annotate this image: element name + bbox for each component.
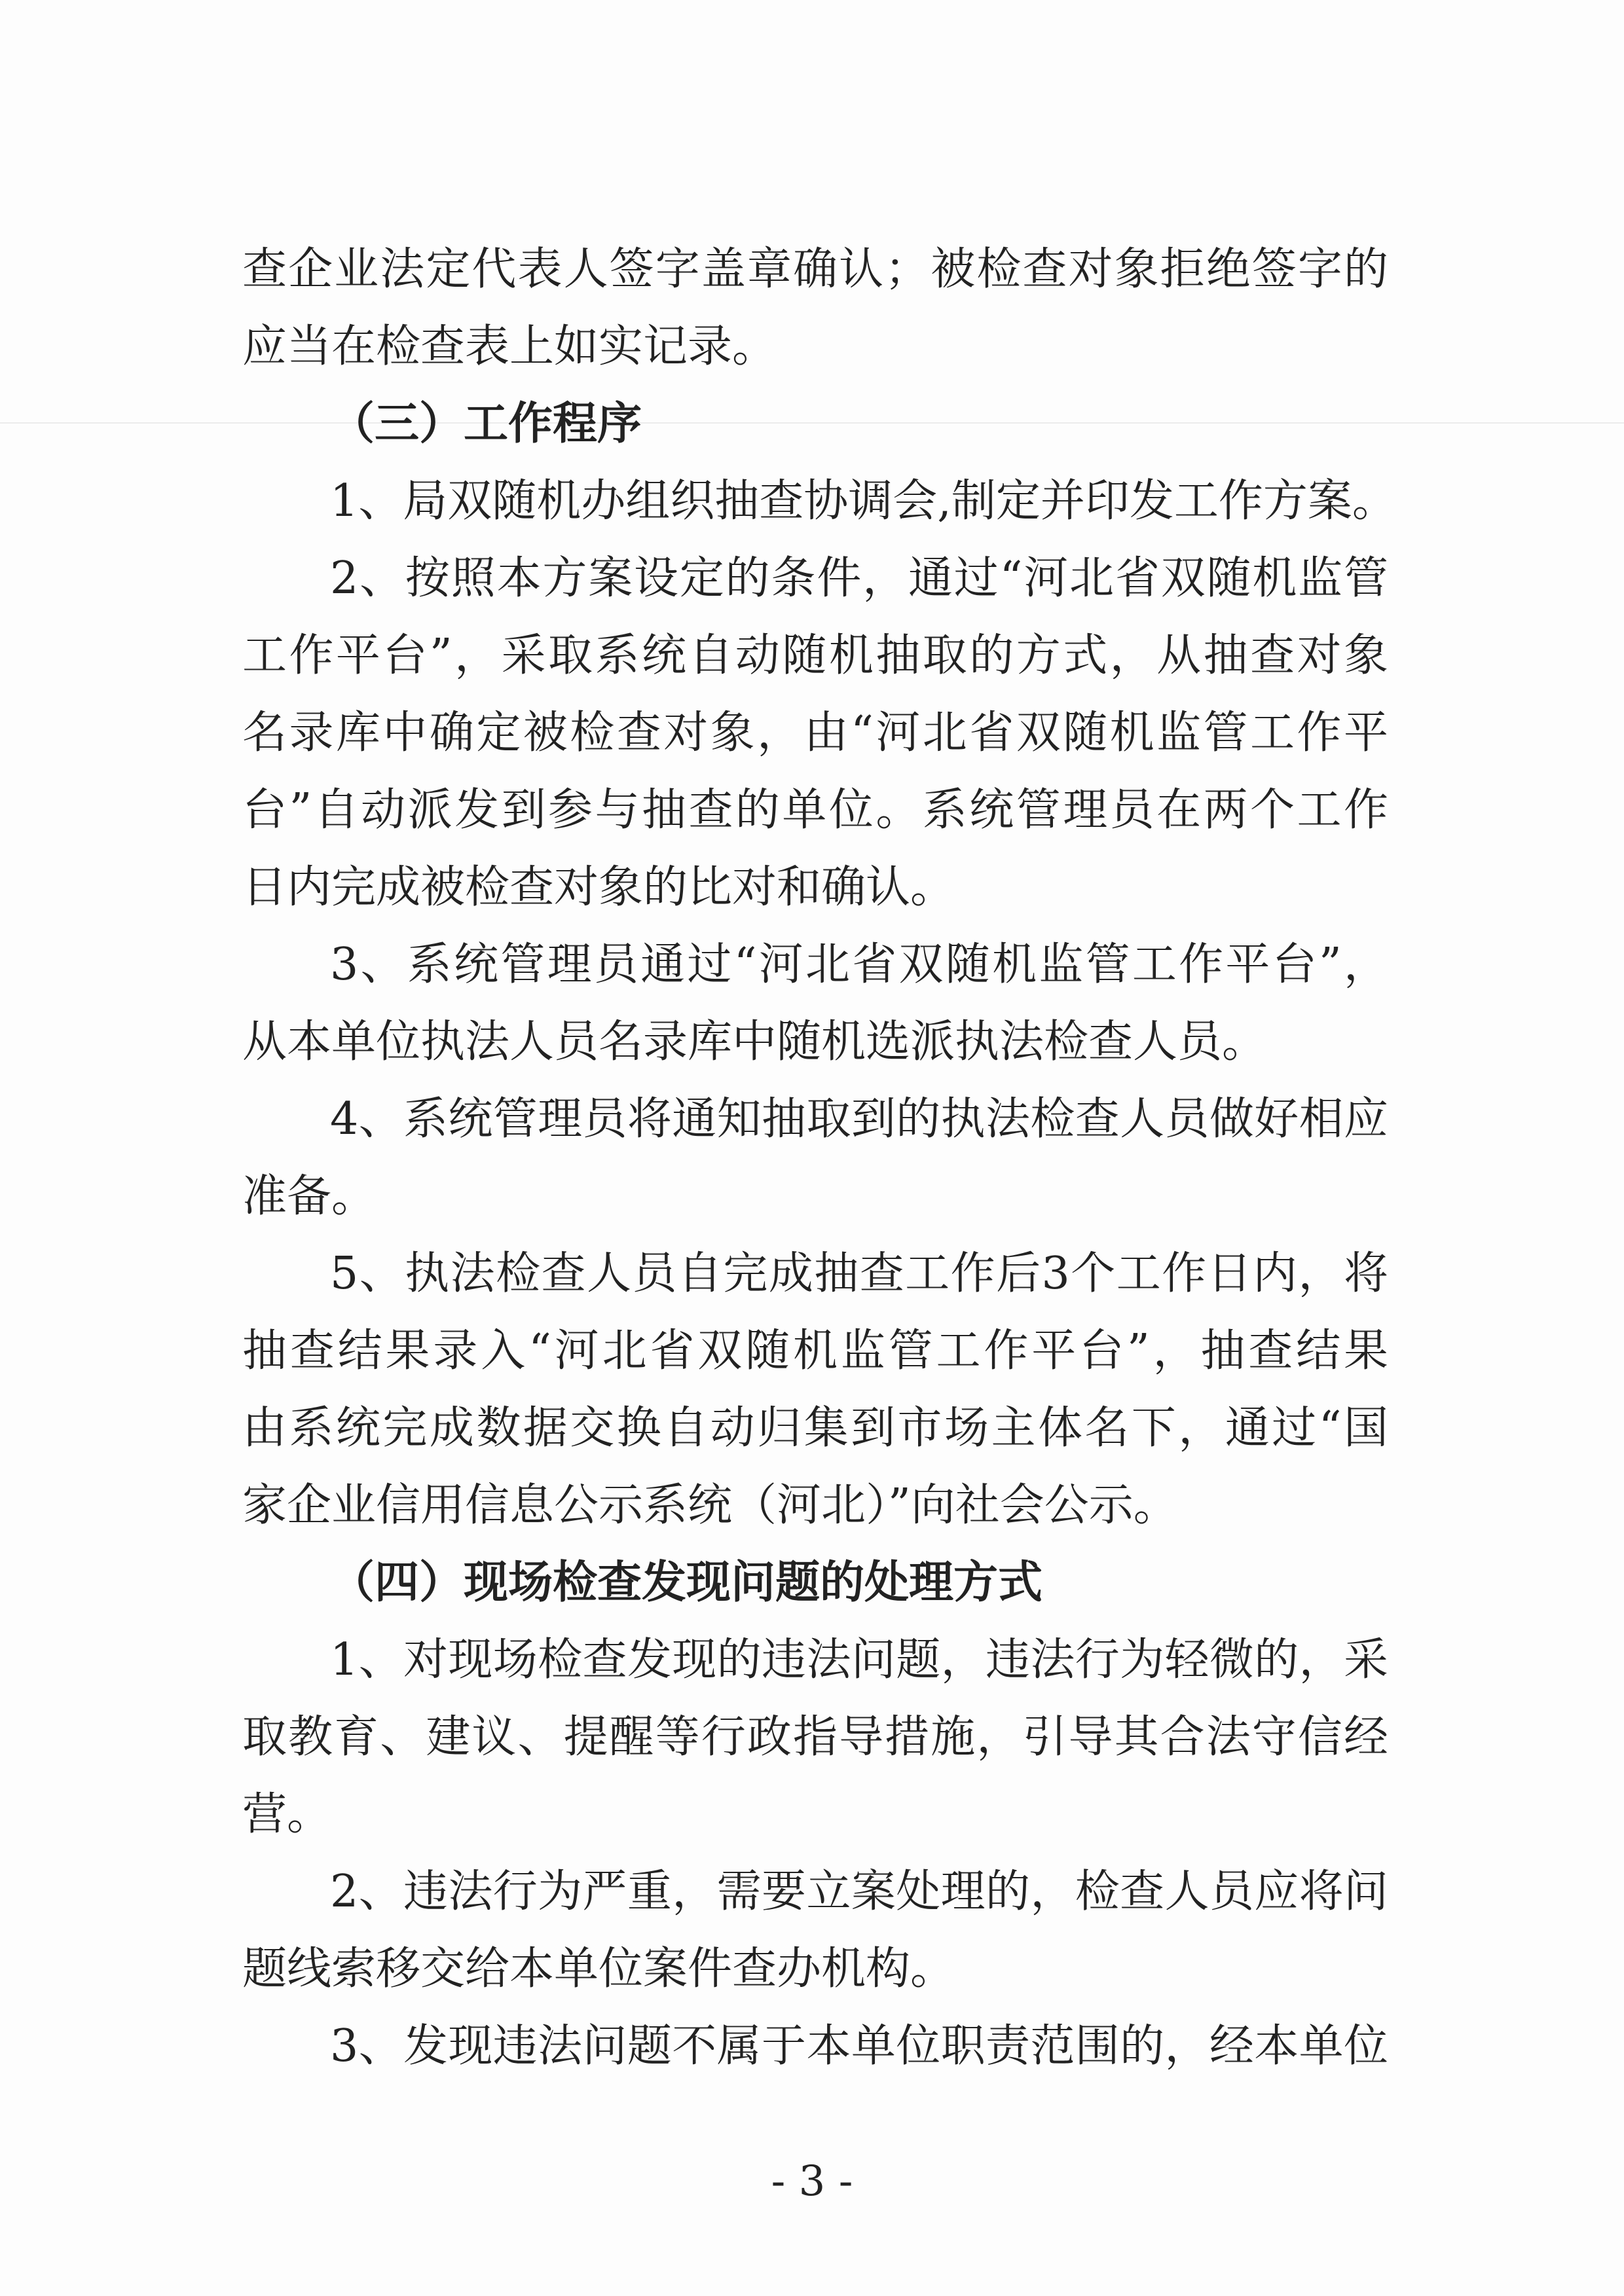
paragraph-line: 工作平台”，采取系统自动随机抽取的方式，从抽查对象 (242, 630, 1388, 682)
paragraph-line: 应当在检查表上如实记录。 (242, 321, 777, 373)
paragraph-line: 从本单位执法人员名录库中随机选派执法检查人员。 (242, 1016, 1267, 1068)
paragraph-line: 1、局双随机办组织抽查协调会,制定并印发工作方案。 (330, 475, 1397, 527)
paragraph-line: 营。 (242, 1789, 332, 1840)
page-number: - 3 - (771, 2157, 853, 2206)
paragraph-line: 3、系统管理员通过“河北省双随机监管工作平台”， (330, 939, 1388, 991)
paragraph-line: 5、执法检查人员自完成抽查工作后3个工作日内，将 (330, 1248, 1388, 1300)
paragraph-line: 题线索移交给本单位案件查办机构。 (242, 1943, 955, 1995)
paragraph-line: 抽查结果录入“河北省双随机监管工作平台”，抽查结果 (242, 1325, 1388, 1377)
paragraph-line: 1、对现场检查发现的违法问题，违法行为轻微的，采 (330, 1634, 1388, 1686)
section-heading-3: （三）工作程序 (330, 398, 642, 450)
paragraph-line: 台”自动派发到参与抽查的单位。系统管理员在两个工作 (242, 784, 1388, 836)
paragraph-line: 取教育、建议、提醒等行政指导措施，引导其合法守信经 (242, 1711, 1388, 1763)
paragraph-line: 家企业信用信息公示系统（河北）”向社会公示。 (242, 1480, 1178, 1531)
paragraph-line: 日内完成被检查对象的比对和确认。 (242, 862, 955, 913)
section-heading-4: （四）现场检查发现问题的处理方式 (330, 1557, 1043, 1609)
paragraph-line: 名录库中确定被检查对象，由“河北省双随机监管工作平 (242, 707, 1388, 759)
paragraph-line: 2、按照本方案设定的条件，通过“河北省双随机监管 (330, 553, 1388, 604)
paragraph-line: 4、系统管理员将通知抽取到的执法检查人员做好相应 (330, 1093, 1388, 1145)
paragraph-line: 3、发现违法问题不属于本单位职责范围的，经本单位 (330, 2020, 1388, 2072)
paragraph-line: 查企业法定代表人签字盖章确认；被检查对象拒绝签字的 (242, 244, 1388, 295)
paragraph-line: 2、违法行为严重，需要立案处理的，检查人员应将问 (330, 1866, 1388, 1918)
paragraph-line: 准备。 (242, 1171, 377, 1222)
paragraph-line: 由系统完成数据交换自动归集到市场主体名下，通过“国 (242, 1402, 1388, 1454)
